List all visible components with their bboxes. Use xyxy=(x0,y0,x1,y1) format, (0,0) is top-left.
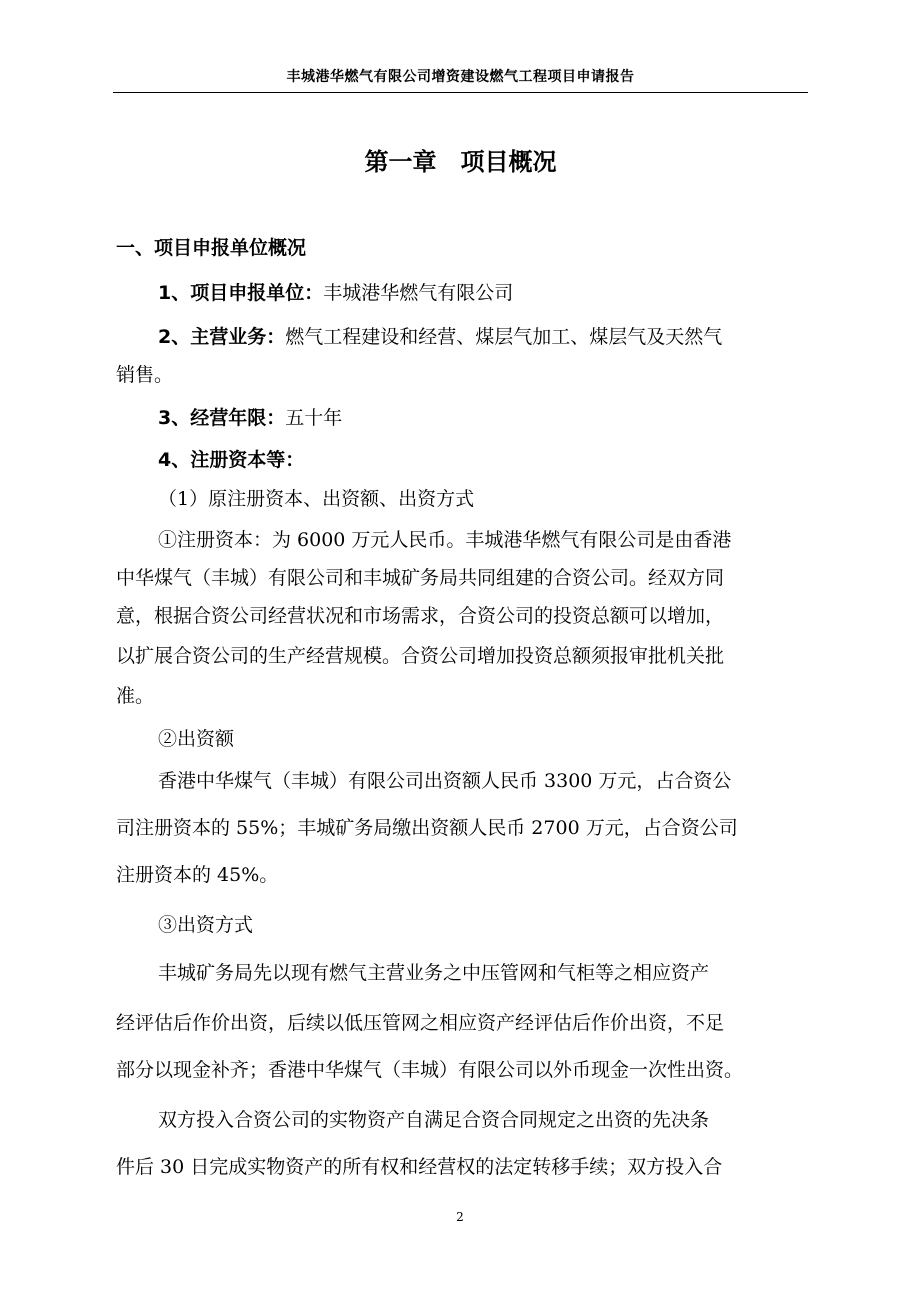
method-line-3: 部分以现金补齐；香港中华煤气（丰城）有限公司以外币现金一次性出资。 xyxy=(116,1059,744,1081)
method-line-4: 双方投入合资公司的实物资产自满足合资合同规定之出资的先决条 xyxy=(158,1109,710,1131)
item-4: 4、注册资本等： xyxy=(158,449,305,471)
amount-line-2: 司注册资本的 55%；丰城矿务局缴出资额人民币 2700 万元，占合资公司 xyxy=(116,817,738,839)
amount-line-3: 注册资本的 45%。 xyxy=(116,864,279,886)
header-rule xyxy=(113,92,808,93)
item-3 xyxy=(158,405,850,431)
item-1-value: 丰城港华燃气有限公司 xyxy=(323,282,514,304)
section-heading: 一、项目申报单位概况 xyxy=(116,237,307,259)
method-line-2: 经评估后作价出资，后续以低压管网之相应资产经评估后作价出资，不足 xyxy=(116,1012,725,1034)
item-2-value-continued: 销售。 xyxy=(116,364,174,386)
amount-heading: ②出资额 xyxy=(158,728,235,750)
sub-heading-capital: （1）原注册资本、出资额、出资方式 xyxy=(158,488,475,510)
page-number: 2 xyxy=(456,1210,464,1224)
capital-line-5: 准。 xyxy=(116,685,155,707)
capital-line-1: ①注册资本：为 6000 万元人民币。丰城港华燃气有限公司是由香港 xyxy=(158,529,732,551)
capital-line-4: 以扩展合资公司的生产经营规模。合资公司增加投资总额须报审批机关批 xyxy=(116,645,725,667)
chapter-title: 第一章 项目概况 xyxy=(364,148,557,176)
item-3-value: 五十年 xyxy=(285,407,343,429)
item-1-label: 1、项目申报单位： xyxy=(158,282,324,304)
method-heading: ③出资方式 xyxy=(158,914,254,936)
method-line-5: 件后 30 日完成实物资产的所有权和经营权的法定转移手续；双方投入合 xyxy=(116,1156,723,1178)
item-2-label: 2、主营业务： xyxy=(158,326,286,348)
item-2 xyxy=(158,324,850,350)
item-3-label: 3、经营年限： xyxy=(158,407,286,429)
item-1 xyxy=(158,280,850,306)
method-line-1: 丰城矿务局先以现有燃气主营业务之中压管网和气柜等之相应资产 xyxy=(158,962,710,984)
capital-line-2: 中华煤气（丰城）有限公司和丰城矿务局共同组建的合资公司。经双方同 xyxy=(116,567,725,589)
running-header: 丰城港华燃气有限公司增资建设燃气工程项目申请报告 xyxy=(286,69,635,85)
amount-line-1: 香港中华煤气（丰城）有限公司出资额人民币 3300 万元，占合资公 xyxy=(158,770,732,792)
item-2-value: 燃气工程建设和经营、煤层气加工、煤层气及天然气 xyxy=(285,326,723,348)
capital-line-3: 意，根据合资公司经营状况和市场需求，合资公司的投资总额可以增加， xyxy=(116,605,725,627)
